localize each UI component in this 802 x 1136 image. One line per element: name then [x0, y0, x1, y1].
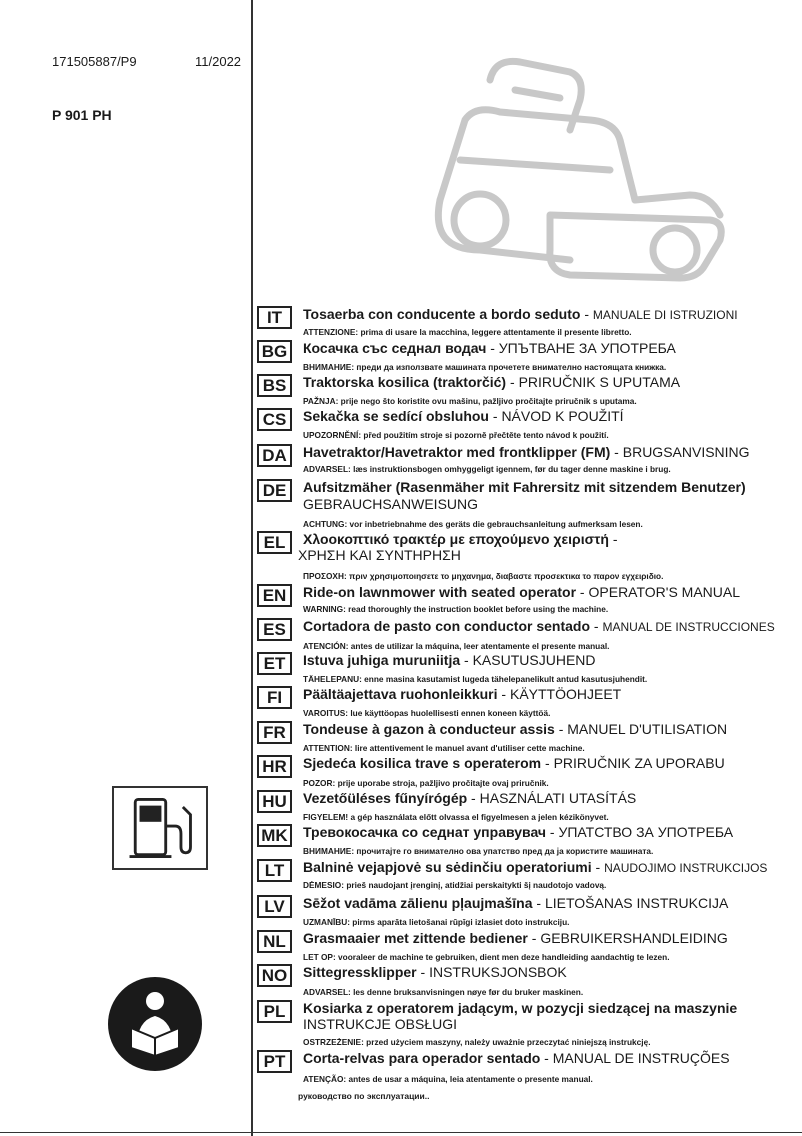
language-code: BG [257, 340, 292, 363]
entry-title-line: Sjedeća kosilica trave s operaterom - PRIRUČNIK ZA UPORABU [303, 755, 725, 771]
entry-warning: PAŽNJA: prije nego što koristite ovu mašinu, pažljivo pročitajte priručnik s uputama. [303, 396, 637, 406]
language-code: NO [257, 964, 292, 987]
language-code: HU [257, 790, 292, 813]
entry-warning: WARNING: read thoroughly the instruction booklet before using the machine. [303, 604, 609, 614]
language-code: IT [257, 306, 292, 329]
language-code: HR [257, 755, 292, 778]
entry-subtitle: GEBRAUCHSANWEISUNG [303, 496, 479, 512]
entry-title-line: Päältäajettava ruohonleikkuri - KÄYTTÖOHJEET [303, 686, 622, 702]
entry-title-line: Traktorska kosilica (traktorčić) - PRIRUČNIK S UPUTAMA [303, 374, 681, 390]
language-code: FI [257, 686, 292, 709]
entry-warning: ADVARSEL: les denne bruksanvisningen nøye før du bruker maskinen. [303, 987, 584, 997]
entry-warning: ATENCIÓN: antes de utilizar la máquina, leer atentamente el presente manual. [303, 641, 610, 651]
footer-note: руководство по эксплуатации.. [298, 1091, 430, 1101]
entry-subtitle: INSTRUKCJE OBSŁUGI [303, 1016, 458, 1032]
entry-title-line: Havetraktor/Havetraktor med frontklipper (FM) - BRUGSANVISNING [303, 444, 750, 460]
language-code: EL [257, 531, 292, 554]
entry-warning: ATTENTION: lire attentivement le manuel avant d'utiliser cette machine. [303, 743, 585, 753]
entry-title-line: Balninė vejapjovė su sėdinčiu operatoriumi - NAUDOJIMO INSTRUKCIJOS [303, 859, 768, 875]
fuel-pump-icon [112, 786, 208, 870]
language-code: ES [257, 618, 292, 641]
entry-warning: FIGYELEM! a gép használata előtt olvassa el figyelmesen a jelen kézikönyvet. [303, 812, 609, 822]
entry-title-line: Istuva juhiga muruniitja - KASUTUSJUHEND [303, 652, 596, 668]
entry-warning: ADVARSEL: læs instruktionsbogen omhyggeligt igennem, før du tager denne maskine i brug. [303, 464, 671, 474]
entry-warning: OSTRZEŻENIE: przed użyciem maszyny, należy uważnie przeczytać niniejszą instrukcję. [303, 1037, 651, 1047]
entry-title: Χλοοκοπτικό τρακτέρ με εποχούμενο χειριστή - [303, 531, 618, 547]
entry-warning: POZOR: prije uporabe stroja, pažljivo pročitajte ovaj priručnik. [303, 778, 549, 788]
entry-warning: VAROITUS: lue käyttöopas huolellisesti ennen koneen käyttöä. [303, 708, 551, 718]
language-code: CS [257, 408, 292, 431]
language-code: EN [257, 584, 292, 607]
vertical-divider [251, 0, 253, 1136]
entry-title: Aufsitzmäher (Rasenmäher mit Fahrersitz mit sitzendem Benutzer) [303, 479, 746, 495]
entry-warning: ВНИМАНИЕ: прочитајте го внимателно ова упатство пред да ја користите машината. [303, 846, 654, 856]
entry-warning: ΠΡΟΣΟΧΗ: πριν χρησιμοποιησετε το μηχανημα, διαβαστε προσεκτικα το παρον εγχειριδιο. [303, 571, 664, 581]
entry-subtitle: ΧΡΗΣΗ ΚΑΙ ΣΥΝΤΗΡΗΣΗ [298, 547, 461, 563]
language-code: DE [257, 479, 292, 502]
language-code: PL [257, 1000, 292, 1023]
entry-title-line: Sittegressklipper - INSTRUKSJONSBOK [303, 964, 567, 980]
entry-warning: ACHTUNG: vor inbetriebnahme des geräts die gebrauchsanleitung aufmerksam lesen. [303, 519, 643, 529]
language-code: LV [257, 895, 292, 918]
entry-warning: UPOZORNĚNÍ: před použitím stroje si pozorně přečtěte tento návod k použití. [303, 430, 609, 440]
language-code: NL [257, 930, 292, 953]
entry-title-line: Sēžot vadāma zālienu pļaujmašīna - LIETOŠANAS INSTRUKCIJA [303, 895, 729, 911]
entry-warning: ATENÇÃO: antes de usar a máquina, leia atentamente o presente manual. [303, 1074, 593, 1084]
entry-title-line: Ride-on lawnmower with seated operator - OPERATOR'S MANUAL [303, 584, 741, 600]
language-code: LT [257, 859, 292, 882]
language-code: FR [257, 721, 292, 744]
entry-warning: UZMANĪBU: pirms aparāta lietošanai rūpīgi izlasiet doto instrukciju. [303, 917, 570, 927]
entry-title-line: Косачка със седнал водач - УПЪТВАНЕ ЗА УПОТРЕБА [303, 340, 676, 356]
doc-date: 11/2022 [195, 54, 242, 69]
read-manual-icon [107, 976, 203, 1072]
language-code: BS [257, 374, 292, 397]
entry-title: Kosiarka z operatorem jadącym, w pozycji siedzącej na maszynie [303, 1000, 738, 1016]
language-code: ET [257, 652, 292, 675]
model-number: P 901 PH [52, 107, 112, 123]
entry-warning: DĖMESIO: prieš naudojant įrenginį, atidžiai perskaitykti šį naudotojo vadovą. [303, 880, 607, 890]
entry-warning: TÄHELEPANU: enne masina kasutamist lugeda tähelepanelikult antud kasutusjuhendit. [303, 674, 648, 684]
entry-title-line: Тревокосачка со седнат управувач - УПАТСТВО ЗА УПОТРЕБА [303, 824, 734, 840]
language-list [257, 0, 802, 1136]
doc-number: 171505887/P9 [52, 54, 137, 69]
entry-warning: LET OP: vooraleer de machine te gebruiken, dient men deze handleiding aandachtig te lezen. [303, 952, 670, 962]
entry-title-line: Grasmaaier met zittende bediener - GEBRUIKERSHANDLEIDING [303, 930, 728, 946]
language-code: MK [257, 824, 292, 847]
entry-title-line: Tondeuse à gazon à conducteur assis - MANUEL D'UTILISATION [303, 721, 728, 737]
entry-title-line: Sekačka se sedící obsluhou - NÁVOD K POUŽITÍ [303, 408, 624, 424]
entry-title-line: Vezetőüléses fűnyírógép - HASZNÁLATI UTASÍTÁS [303, 790, 637, 806]
entry-title-line: Corta-relvas para operador sentado - MANUAL DE INSTRUÇÕES [303, 1050, 730, 1066]
entry-warning: ATTENZIONE: prima di usare la macchina, leggere attentamente il presente libretto. [303, 327, 632, 337]
entry-warning: ВНИМАНИЕ: преди да използвате машината прочетете внимателно настоящата книжка. [303, 362, 667, 372]
language-code: DA [257, 444, 292, 467]
entry-title-line: Cortadora de pasto con conductor sentado - MANUAL DE INSTRUCCIONES [303, 618, 775, 634]
language-code: PT [257, 1050, 292, 1073]
entry-title-line: Tosaerba con conducente a bordo seduto - MANUALE DI ISTRUZIONI [303, 306, 738, 322]
